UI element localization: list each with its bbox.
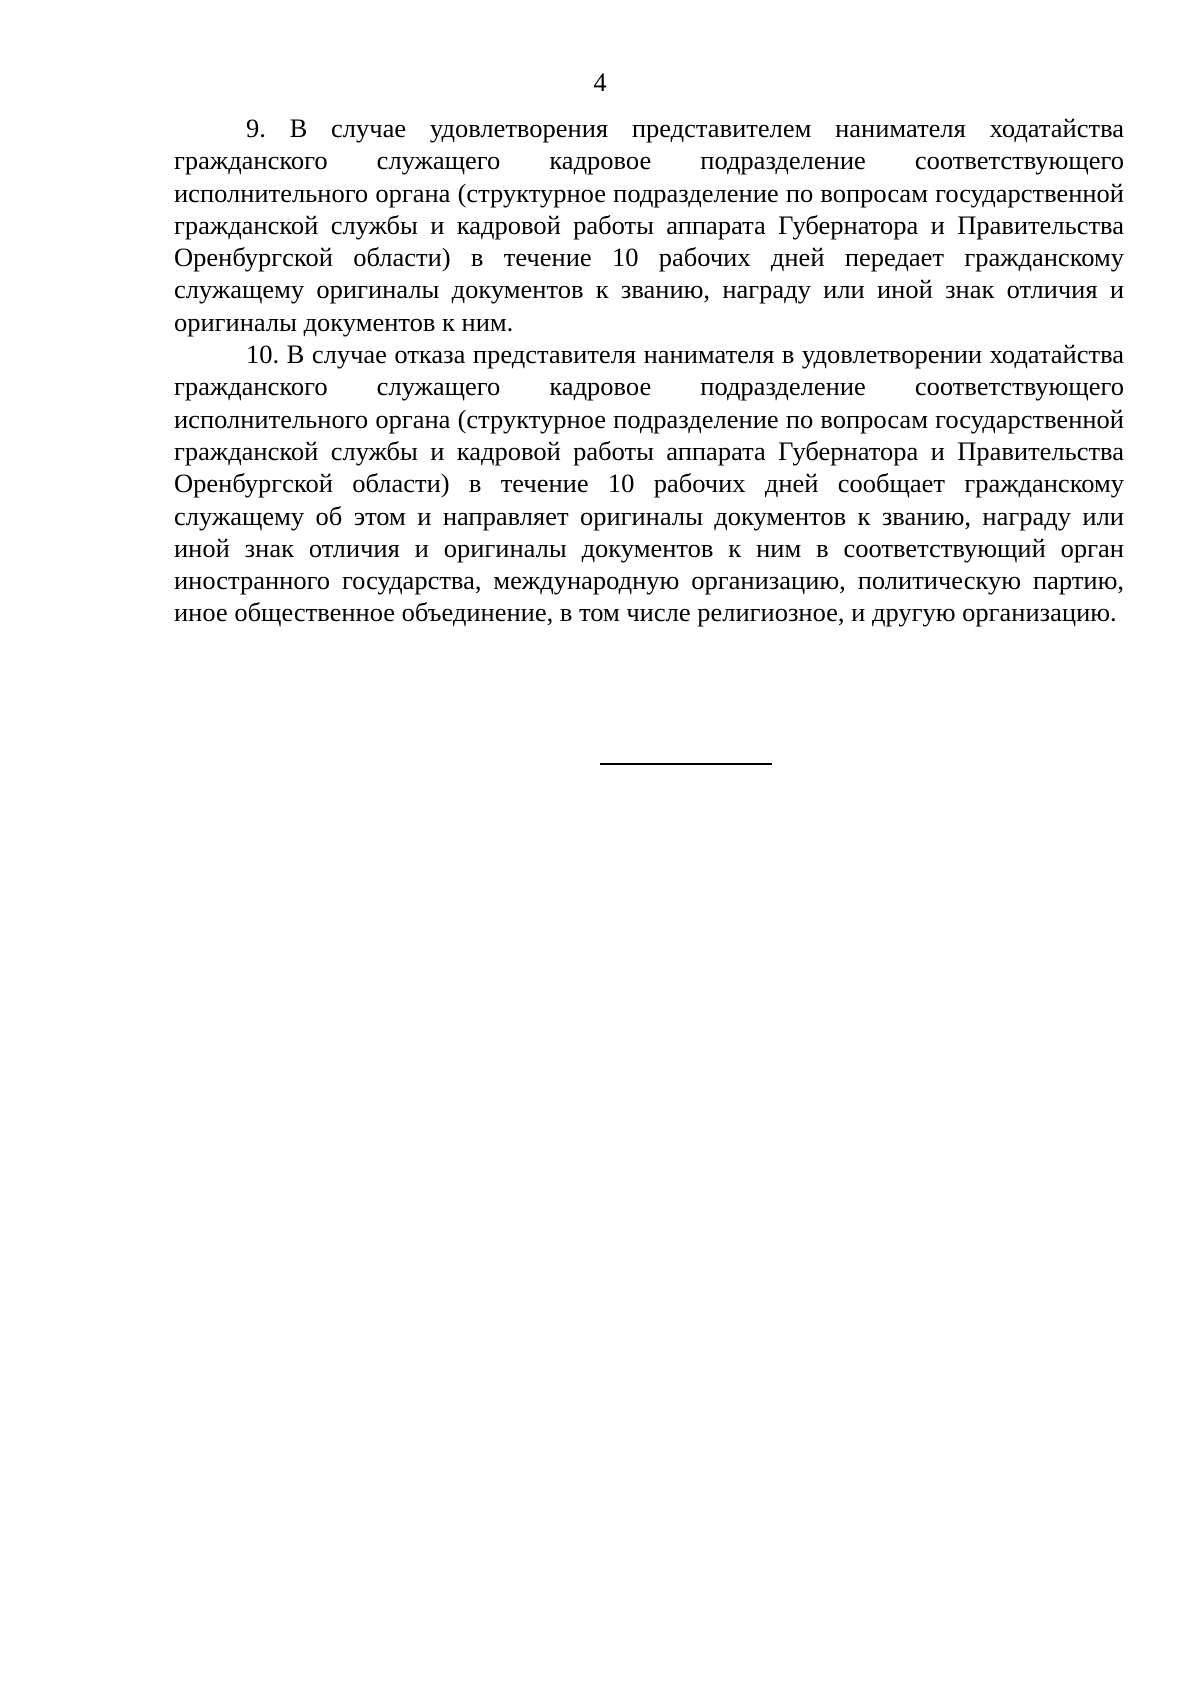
paragraph-9: 9. В случае удовлетворения представителем нанимателя ходатайства гражданского служащего кадровое подразделение соответствующего исполнительного органа (структурное подразделение по вопросам государственной гражданской службы и кадровой работы аппарата Губернатора и Правительства Оренбургской области) в течение 10 рабочих дней передает гражданскому служащему оригиналы документов к званию, награду или иной знак отличия и оригиналы документов к ним. xyxy=(174,113,1124,337)
document-body xyxy=(174,112,1124,629)
paragraph-10: 10. В случае отказа представителя нанимателя в удовлетворении ходатайства гражданского служащего кадровое подразделение соответствующего исполнительного органа (структурное подразделение по вопросам государственной гражданской службы и кадровой работы аппарата Губернатора и Правительства Оренбургской области) в течение 10 рабочих дней сообщает гражданскому служащему об этом и направляет оригиналы документов к званию, награду или иной знак отличия и оригиналы документов к ним в соответствующий орган иностранного государства, международную организацию, политическую партию, иное общественное объединение, в том числе религиозное, и другую организацию. xyxy=(174,339,1124,628)
page-number: 4 xyxy=(593,68,607,97)
end-separator-line xyxy=(600,763,772,765)
